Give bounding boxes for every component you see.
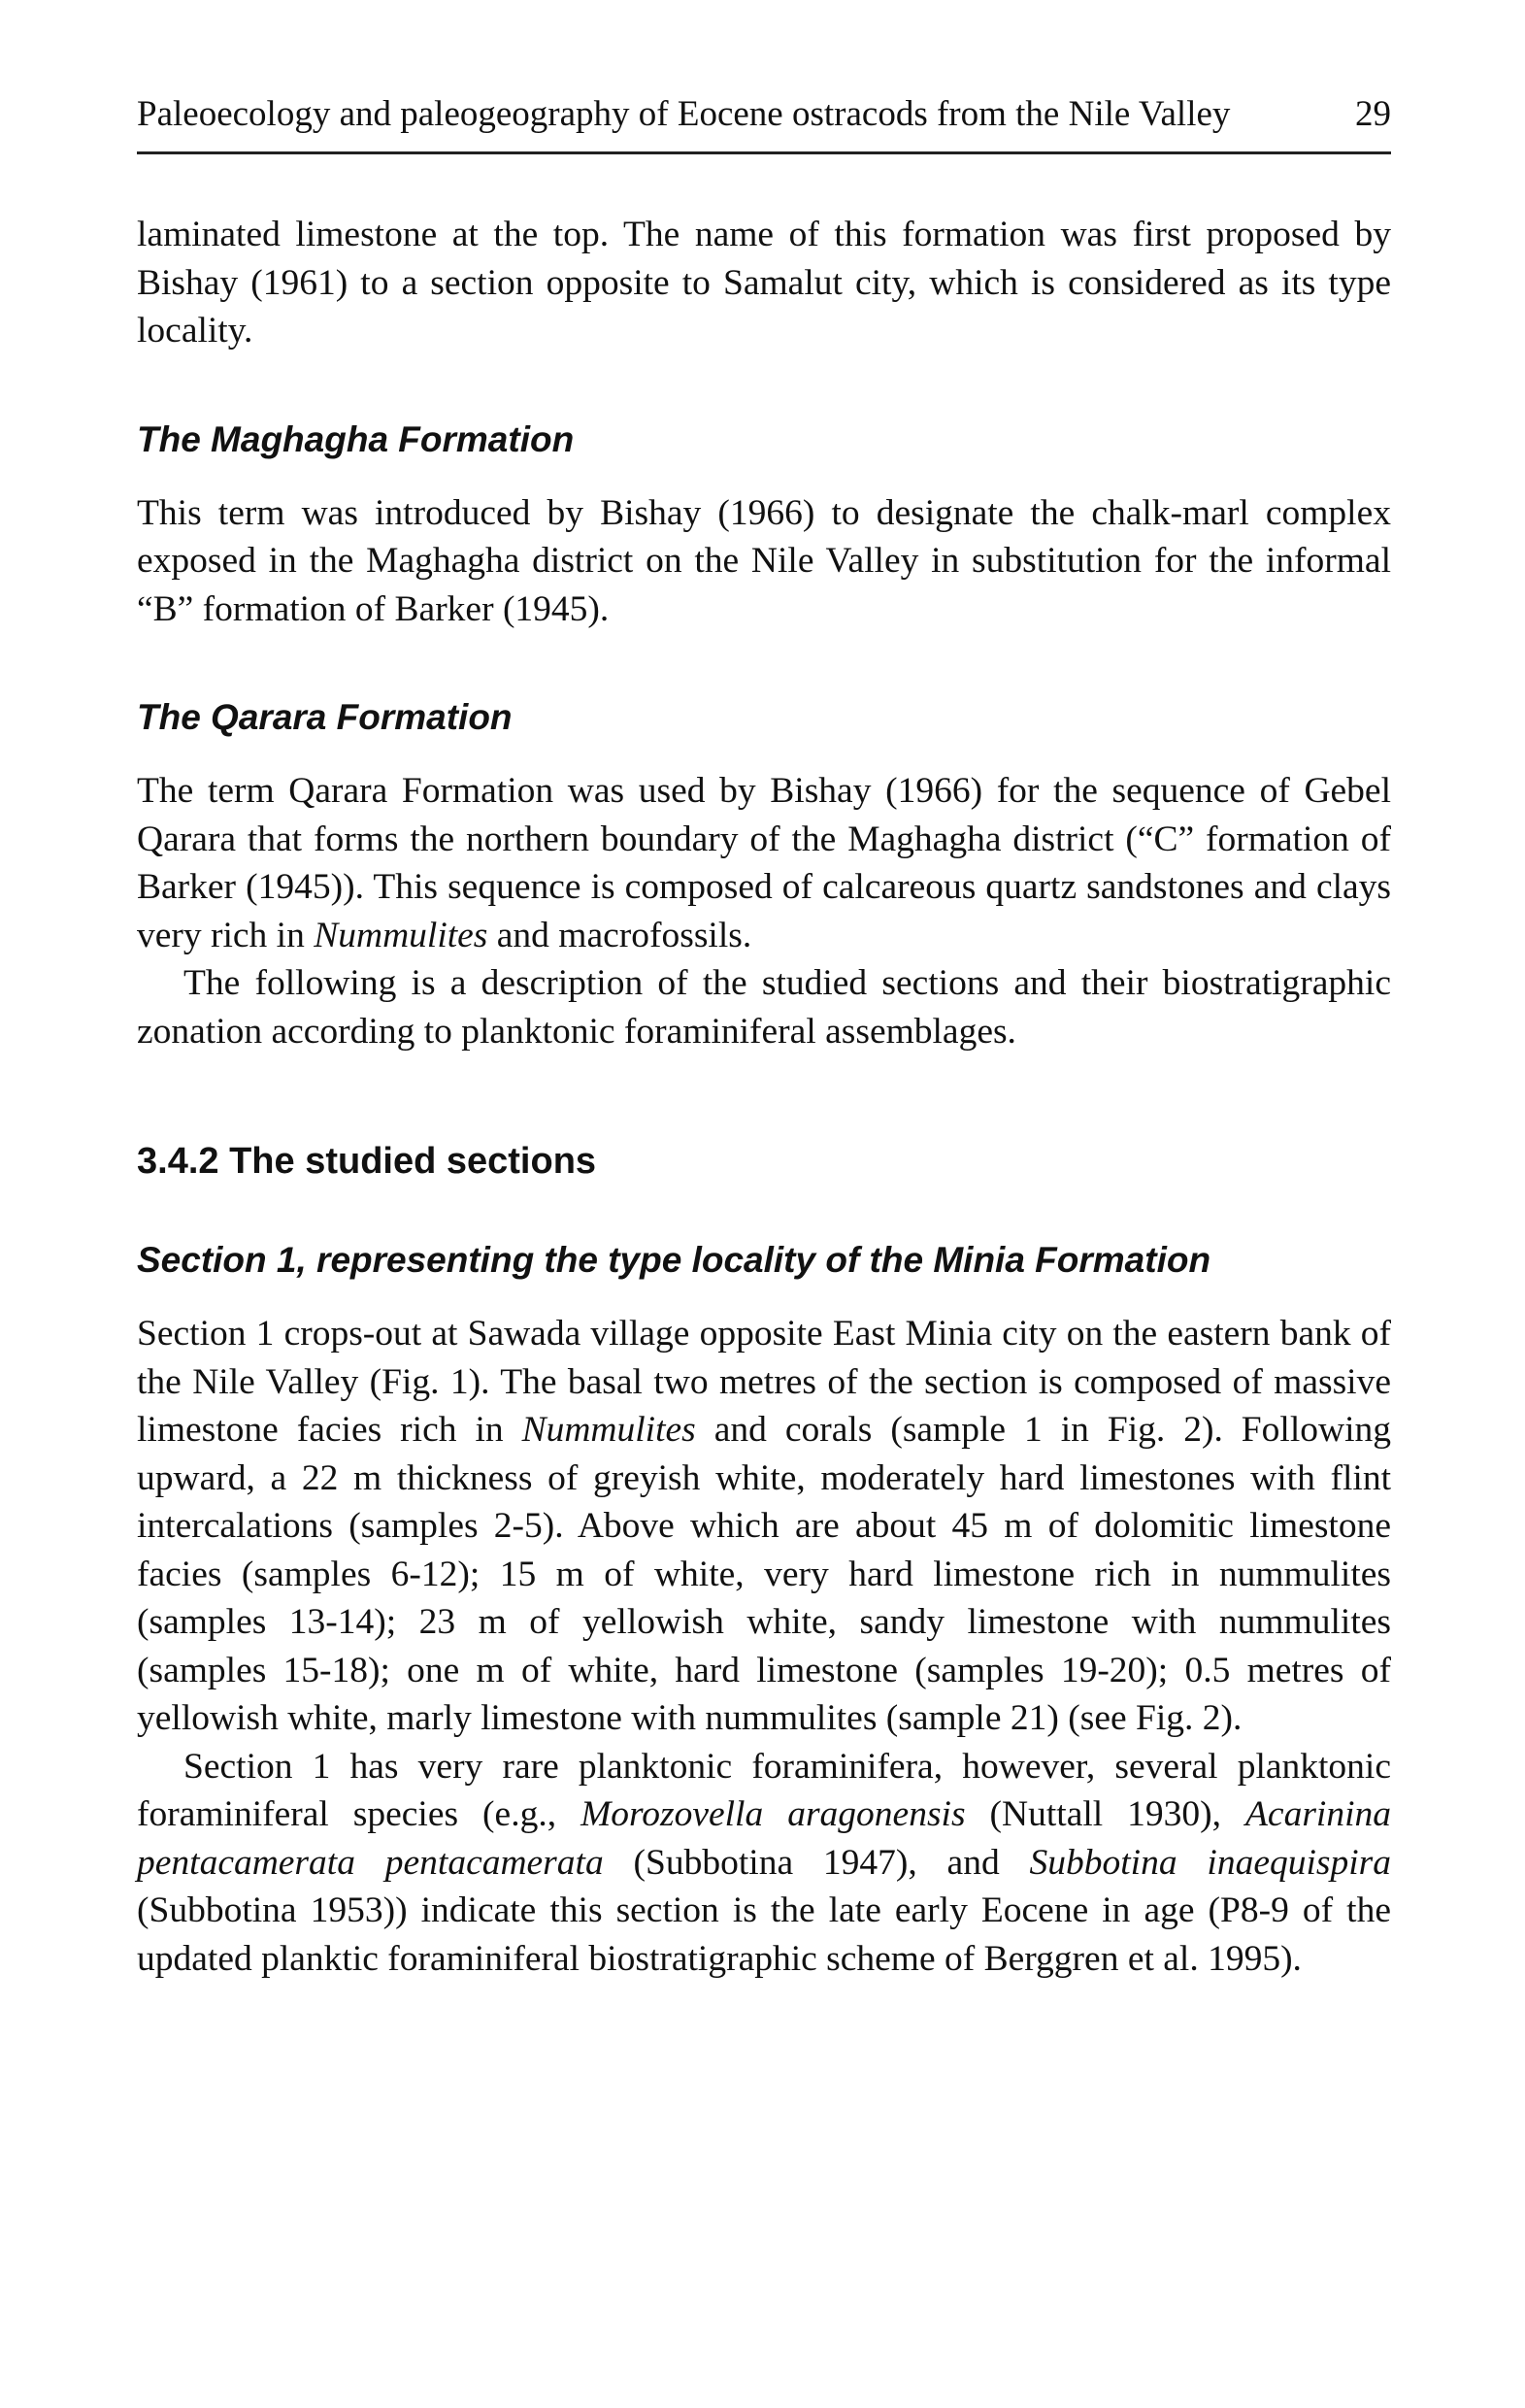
- page-number: 29: [1355, 94, 1391, 134]
- running-header: [137, 93, 1391, 154]
- heading-maghagha-formation: The Maghagha Formation: [137, 418, 575, 459]
- paragraph-section-1: Section 1 crops-out at Sawada village opposite East Minia city on the eastern bank of the Nile Valley (Fig. 1). The basal two metres of the section is composed of massive limestone facies rich in Nummulites and corals (sample 1 in Fig. 2). Following upward, a 22 m thickness of greyish white, moderately hard limestones with flint intercalations (samples 2-5). Above which are about 45 m of dolomitic limestone facies (samples 6-12); 15 m of white, very hard limestone rich in nummulites (samples 13-14); 23 m of yellowish white, sandy limestone with nummulites (samples 15-18); one m of white, hard limestone (samples 19-20); 0.5 metres of yellowish white, marly limestone with nummulites (sample 21) (see Fig. 2).: [137, 1314, 1391, 1738]
- paragraph-intro: laminated limestone at the top. The name of this formation was first proposed by Bishay (1961) to a section opposite to Samalut city, which is considered as its type locality.: [137, 215, 1391, 351]
- heading-qarara-formation: The Qarara Formation: [137, 697, 513, 737]
- paragraph-maghagha: This term was introduced by Bishay (1966) to designate the chalk-marl complex exposed in the Maghagha district on the Nile Valley in substitution for the informal “B” formation of Barker (1945).: [137, 492, 1391, 629]
- heading-studied-sections: 3.4.2 The studied sections: [137, 1141, 597, 1182]
- heading-section-1: Section 1, representing the type locality of the Minia Formation: [137, 1240, 1211, 1280]
- document-page: [137, 93, 1391, 1983]
- paragraph-qarara: The term Qarara Formation was used by Bishay (1966) for the sequence of Gebel Qarara that forms the northern boundary of the Maghagha district (“C” formation of Barker (1945)). This sequence is composed of calcareous quartz sandstones and clays very rich in Nummulites and macrofossils.: [137, 771, 1391, 955]
- paragraph-following: The following is a description of the studied sections and their biostratigraphic zonation according to planktonic foraminiferal assemblages.: [137, 963, 1391, 1052]
- paragraph-planktonic: Section 1 has very rare planktonic foraminifera, however, several planktonic foraminiferal species (e.g., Morozovella aragonensis (Nuttall 1930), Acarinina pentacamerata pentacamerata (Subbotina 1947), and Subbotina inaequispira (Subbotina 1953)) indicate this section is the late early Eocene in age (P8-9 of the updated planktic foraminiferal biostratigraphic scheme of Berggren et al. 1995).: [137, 1746, 1391, 1979]
- running-title: Paleoecology and paleogeography of Eocene ostracods from the Nile Valley: [137, 94, 1231, 134]
